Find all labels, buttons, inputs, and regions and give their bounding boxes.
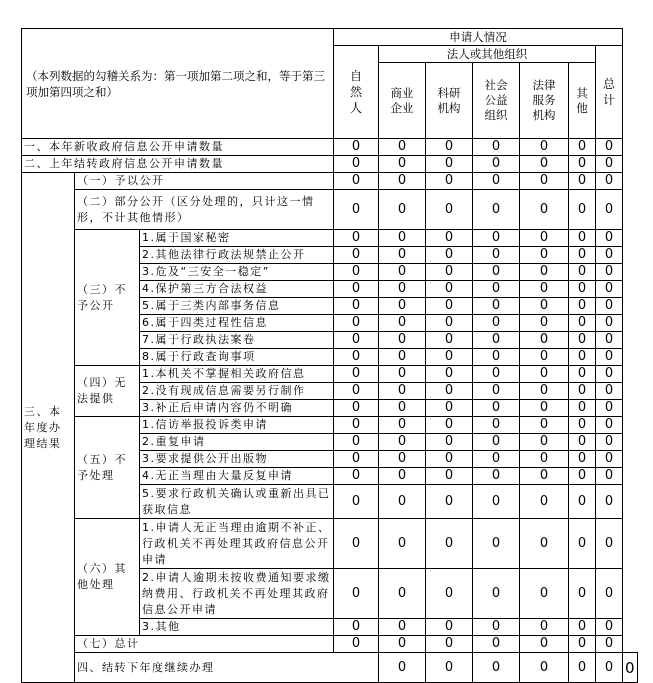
cell-value: 0 xyxy=(473,485,520,519)
cell-value: 0 xyxy=(426,569,473,619)
cell-value: 0 xyxy=(334,366,379,383)
cell-value: 0 xyxy=(473,247,520,264)
cell-value: 0 xyxy=(426,247,473,264)
cell-value: 0 xyxy=(473,281,520,298)
cell-value: 0 xyxy=(596,332,623,349)
group-label: （二）部分公开（区分处理的，只计这一情形，不计其他情形） xyxy=(75,190,334,230)
cell-value: 0 xyxy=(520,298,569,315)
cell-value: 0 xyxy=(379,156,426,173)
cell-value: 0 xyxy=(379,569,426,619)
cell-value: 0 xyxy=(520,434,569,451)
cell-value: 0 xyxy=(569,619,596,636)
cell-value: 0 xyxy=(569,281,596,298)
cell-value: 0 xyxy=(426,264,473,281)
item-label: 2.申请人逾期未按收费通知要求缴纳费用、行政机关不再处理其政府信息公开申请 xyxy=(140,569,334,619)
cell-value: 0 xyxy=(379,332,426,349)
section-three-label: 三、本年度办理结果 xyxy=(22,173,75,683)
cell-value: 0 xyxy=(473,349,520,366)
cell-value: 0 xyxy=(569,190,596,230)
cell-value: 0 xyxy=(473,383,520,400)
cell-value: 0 xyxy=(334,281,379,298)
cell-value: 0 xyxy=(520,332,569,349)
cell-value: 0 xyxy=(334,383,379,400)
header-total: 总计 xyxy=(596,46,623,139)
cell-value: 0 xyxy=(569,519,596,569)
item-label: 5.属于三类内部事务信息 xyxy=(140,298,334,315)
cell-value: 0 xyxy=(334,247,379,264)
cell-value: 0 xyxy=(426,619,473,636)
cell-value: 0 xyxy=(520,264,569,281)
cell-value: 0 xyxy=(596,383,623,400)
cell-value: 0 xyxy=(379,281,426,298)
cell-value: 0 xyxy=(379,247,426,264)
cell-value: 0 xyxy=(473,173,520,190)
cell-value: 0 xyxy=(596,485,623,519)
cell-value: 0 xyxy=(569,653,596,683)
cell-value: 0 xyxy=(426,332,473,349)
cell-value: 0 xyxy=(473,434,520,451)
group-label: （一）予以公开 xyxy=(75,173,334,190)
cell-value: 0 xyxy=(596,569,623,619)
header-other: 其他 xyxy=(569,63,596,139)
item-label: 1.属于国家秘密 xyxy=(140,230,334,247)
item-label: 5.要求行政机关确认或重新出具已获取信息 xyxy=(140,485,334,519)
cell-value: 0 xyxy=(596,619,623,636)
report-table-container xyxy=(21,28,638,683)
cell-value: 0 xyxy=(473,139,520,156)
cell-value: 0 xyxy=(473,332,520,349)
cell-value: 0 xyxy=(334,417,379,434)
cell-value: 0 xyxy=(426,173,473,190)
cell-value: 0 xyxy=(379,451,426,468)
cell-value: 0 xyxy=(596,653,623,683)
cell-value: 0 xyxy=(334,349,379,366)
cell-value: 0 xyxy=(379,264,426,281)
group-label: （三）不予公开 xyxy=(75,230,140,366)
cell-value: 0 xyxy=(596,264,623,281)
cell-value: 0 xyxy=(426,298,473,315)
cell-value: 0 xyxy=(596,156,623,173)
cell-value: 0 xyxy=(596,636,623,653)
item-label: 4.无正当理由大量反复申请 xyxy=(140,468,334,485)
cell-value: 0 xyxy=(473,636,520,653)
cell-value: 0 xyxy=(473,417,520,434)
cell-value: 0 xyxy=(379,519,426,569)
cell-value: 0 xyxy=(473,653,520,683)
row-label: 四、结转下年度继续办理 xyxy=(75,653,379,683)
cell-value: 0 xyxy=(334,636,379,653)
cell-value: 0 xyxy=(596,434,623,451)
cell-value: 0 xyxy=(379,139,426,156)
cell-value: 0 xyxy=(520,653,569,683)
cell-value: 0 xyxy=(334,298,379,315)
cell-value: 0 xyxy=(569,400,596,417)
cell-value: 0 xyxy=(596,230,623,247)
row-label: 二、上年结转政府信息公开申请数量 xyxy=(22,156,334,173)
cell-value: 0 xyxy=(334,569,379,619)
cell-value: 0 xyxy=(569,173,596,190)
cell-value: 0 xyxy=(596,315,623,332)
header-social: 社会公益组织 xyxy=(473,63,520,139)
cell-value: 0 xyxy=(379,434,426,451)
group-label: （七）总计 xyxy=(75,636,334,653)
header-legal-group: 法人或其他组织 xyxy=(379,46,596,63)
cell-value: 0 xyxy=(520,485,569,519)
item-label: 4.保护第三方合法权益 xyxy=(140,281,334,298)
cell-value: 0 xyxy=(520,281,569,298)
cell-value: 0 xyxy=(334,468,379,485)
cell-value: 0 xyxy=(596,400,623,417)
cell-value: 0 xyxy=(334,264,379,281)
cell-value: 0 xyxy=(520,636,569,653)
cell-value: 0 xyxy=(379,190,426,230)
cell-value: 0 xyxy=(596,247,623,264)
cell-value: 0 xyxy=(569,417,596,434)
cell-value: 0 xyxy=(379,383,426,400)
cell-value: 0 xyxy=(596,366,623,383)
cell-value: 0 xyxy=(426,417,473,434)
cell-value: 0 xyxy=(473,366,520,383)
cell-value: 0 xyxy=(379,619,426,636)
cell-value: 0 xyxy=(379,400,426,417)
cell-value: 0 xyxy=(520,315,569,332)
cell-value: 0 xyxy=(569,468,596,485)
cell-value: 0 xyxy=(569,332,596,349)
cell-value: 0 xyxy=(596,468,623,485)
cell-value: 0 xyxy=(334,190,379,230)
cell-value: 0 xyxy=(473,298,520,315)
cell-value: 0 xyxy=(596,451,623,468)
cell-value: 0 xyxy=(520,468,569,485)
cell-value: 0 xyxy=(426,653,473,683)
item-label: 3.要求提供公开出版物 xyxy=(140,451,334,468)
cell-value: 0 xyxy=(596,139,623,156)
row-label: 一、本年新收政府信息公开申请数量 xyxy=(22,139,334,156)
cell-value: 0 xyxy=(426,636,473,653)
cell-value: 0 xyxy=(520,619,569,636)
cell-value: 0 xyxy=(426,468,473,485)
cell-value: 0 xyxy=(334,400,379,417)
header-description: （本列数据的勾稽关系为：第一项加第二项之和，等于第三项加第四项之和） xyxy=(22,29,334,139)
cell-value: 0 xyxy=(520,417,569,434)
group-label: （六）其他处理 xyxy=(75,519,140,636)
cell-value: 0 xyxy=(596,281,623,298)
cell-value: 0 xyxy=(426,485,473,519)
cell-value: 0 xyxy=(334,519,379,569)
item-label: 1.本机关不掌握相关政府信息 xyxy=(140,366,334,383)
cell-value: 0 xyxy=(426,451,473,468)
item-label: 2.没有现成信息需要另行制作 xyxy=(140,383,334,400)
cell-value: 0 xyxy=(520,190,569,230)
cell-value: 0 xyxy=(520,366,569,383)
cell-value: 0 xyxy=(520,569,569,619)
cell-value: 0 xyxy=(334,156,379,173)
cell-value: 0 xyxy=(473,451,520,468)
cell-value: 0 xyxy=(334,434,379,451)
cell-value: 0 xyxy=(426,383,473,400)
cell-value: 0 xyxy=(379,485,426,519)
cell-value: 0 xyxy=(379,417,426,434)
cell-value: 0 xyxy=(379,315,426,332)
cell-value: 0 xyxy=(426,349,473,366)
cell-value: 0 xyxy=(334,139,379,156)
cell-value: 0 xyxy=(426,190,473,230)
cell-value: 0 xyxy=(426,139,473,156)
header-natural-person: 自然人 xyxy=(334,46,379,139)
cell-value: 0 xyxy=(473,264,520,281)
cell-value: 0 xyxy=(569,264,596,281)
report-table xyxy=(21,28,638,683)
cell-value: 0 xyxy=(520,139,569,156)
cell-value: 0 xyxy=(379,230,426,247)
cell-value: 0 xyxy=(379,468,426,485)
cell-value: 0 xyxy=(569,366,596,383)
cell-value: 0 xyxy=(334,173,379,190)
item-label: 7.属于行政执法案卷 xyxy=(140,332,334,349)
item-label: 3.危及“三安全一稳定” xyxy=(140,264,334,281)
cell-value: 0 xyxy=(569,230,596,247)
cell-value: 0 xyxy=(379,366,426,383)
cell-value: 0 xyxy=(426,400,473,417)
cell-value: 0 xyxy=(473,569,520,619)
cell-value: 0 xyxy=(334,230,379,247)
item-label: 1.信访举报投诉类申请 xyxy=(140,417,334,434)
cell-value: 0 xyxy=(520,451,569,468)
cell-value: 0 xyxy=(473,619,520,636)
cell-value: 0 xyxy=(334,619,379,636)
cell-value: 0 xyxy=(569,485,596,519)
cell-value: 0 xyxy=(569,349,596,366)
cell-value: 0 xyxy=(473,400,520,417)
cell-value: 0 xyxy=(426,519,473,569)
cell-value: 0 xyxy=(569,383,596,400)
cell-value: 0 xyxy=(596,173,623,190)
cell-value: 0 xyxy=(379,298,426,315)
cell-value: 0 xyxy=(520,519,569,569)
cell-value: 0 xyxy=(569,434,596,451)
cell-value: 0 xyxy=(473,230,520,247)
cell-value: 0 xyxy=(334,485,379,519)
cell-value: 0 xyxy=(520,349,569,366)
group-label: （四）无法提供 xyxy=(75,366,140,417)
cell-value: 0 xyxy=(569,569,596,619)
group-label: （五）不予处理 xyxy=(75,417,140,519)
cell-value: 0 xyxy=(520,400,569,417)
cell-value: 0 xyxy=(426,156,473,173)
item-label: 2.重复申请 xyxy=(140,434,334,451)
cell-value: 0 xyxy=(334,315,379,332)
cell-value: 0 xyxy=(379,653,426,683)
cell-value: 0 xyxy=(334,332,379,349)
cell-value: 0 xyxy=(569,156,596,173)
item-label: 3.补正后申请内容仍不明确 xyxy=(140,400,334,417)
cell-value: 0 xyxy=(520,173,569,190)
header-commercial: 商业企业 xyxy=(379,63,426,139)
cell-value: 0 xyxy=(596,298,623,315)
cell-value: 0 xyxy=(473,190,520,230)
cell-value: 0 xyxy=(520,156,569,173)
cell-value: 0 xyxy=(473,315,520,332)
item-label: 8.属于行政查询事项 xyxy=(140,349,334,366)
cell-value: 0 xyxy=(569,139,596,156)
cell-value: 0 xyxy=(334,451,379,468)
cell-value: 0 xyxy=(379,173,426,190)
cell-value: 0 xyxy=(596,417,623,434)
cell-value: 0 xyxy=(596,190,623,230)
cell-value: 0 xyxy=(473,519,520,569)
cell-value: 0 xyxy=(426,230,473,247)
cell-value: 0 xyxy=(379,349,426,366)
cell-value: 0 xyxy=(596,519,623,569)
cell-value: 0 xyxy=(569,315,596,332)
cell-value: 0 xyxy=(473,156,520,173)
cell-value: 0 xyxy=(520,383,569,400)
header-legal-service: 法律服务机构 xyxy=(520,63,569,139)
cell-value: 0 xyxy=(426,366,473,383)
header-research: 科研机构 xyxy=(426,63,473,139)
cell-value: 0 xyxy=(473,468,520,485)
cell-value: 0 xyxy=(569,451,596,468)
cell-value: 0 xyxy=(569,247,596,264)
cell-value: 0 xyxy=(569,298,596,315)
cell-value: 0 xyxy=(520,247,569,264)
cell-value: 0 xyxy=(379,636,426,653)
item-label: 3.其他 xyxy=(140,619,334,636)
cell-value: 0 xyxy=(426,434,473,451)
cell-value: 0 xyxy=(426,315,473,332)
item-label: 6.属于四类过程性信息 xyxy=(140,315,334,332)
cell-value: 0 xyxy=(623,653,638,683)
item-label: 2.其他法律行政法规禁止公开 xyxy=(140,247,334,264)
header-applicant-status: 申请人情况 xyxy=(334,29,623,46)
cell-value: 0 xyxy=(596,349,623,366)
item-label: 1.申请人无正当理由逾期不补正、行政机关不再处理其政府信息公开申请 xyxy=(140,519,334,569)
cell-value: 0 xyxy=(426,281,473,298)
cell-value: 0 xyxy=(520,230,569,247)
cell-value: 0 xyxy=(569,636,596,653)
